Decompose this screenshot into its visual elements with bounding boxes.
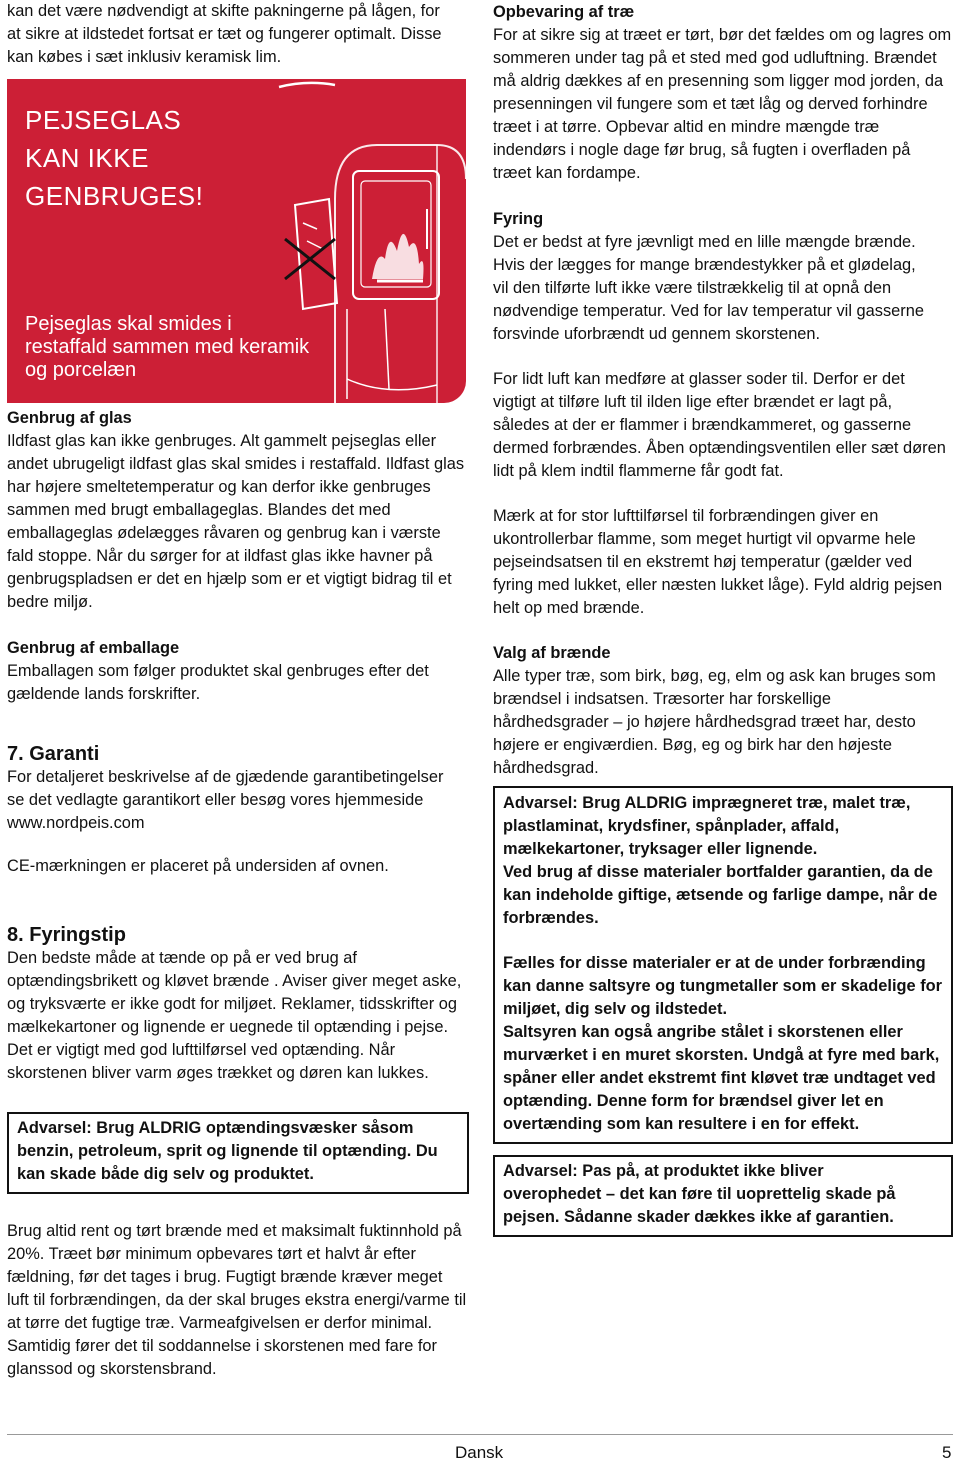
firing-section [493, 208, 953, 620]
overheat-warning [493, 1155, 953, 1237]
ignition-fluid-warning-text: Advarsel: Brug ALDRIG optændingsvæsker såsom benzin, petroleum, sprit og lignende til optænding. Du kan skade både dig selv og produktet. [17, 1119, 438, 1183]
ignition-fluid-warning [7, 1112, 469, 1194]
right-column [493, 0, 953, 1237]
banner-headline-line-2: KAN IKKE [25, 143, 149, 173]
firing-p3: Mærk at for stor lufttilførsel til forbrændingen giver en ukontrollerbar flamme, som meget hurtigt vil opvarme hele pejseindsatsen til en ekstremt høj temperatur (gælder ved fyring med lukket, eller næsten lukket låge). Fyld aldrig pejsen helt op med brænde. [493, 507, 943, 617]
footer-language: Dansk [455, 1443, 504, 1460]
impregnated-wood-warning [493, 786, 953, 1144]
ce-marking: CE-mærkningen er placeret på undersiden af ovnen. [7, 857, 389, 875]
packaging-heading: Genbrug af emballage [7, 639, 180, 657]
glass-body: Ildfast glas kan ikke genbruges. Alt gammelt pejseglas eller andet ubrugeligt ildfast glas skal smides i restaffald. Ildfast glas har højere smeltetemperatur og kan derfor ikke genbruges sammen med brugt emballageglas. Blandes det med emballageglas ødelægges råvaren og genbrug kan i værste fald stoppe. Når du sørger for at ildfast glas ikke havner på genbrugspladsen er det en hjælp som er et vigtigt bidrag til et bedre miljø. [7, 432, 465, 611]
page-number: 5 [942, 1443, 952, 1460]
banner-headline-line-3: GENBRUGES! [25, 181, 204, 211]
tips-title: Fyringstip [29, 924, 126, 946]
warranty-body: For detaljeret beskrivelse af de gjædende garantibetingelser se det vedlagte garantikort eller besøg vores hjemmeside www.nordpeis.com [7, 768, 444, 832]
packaging-section [7, 637, 475, 706]
banner-headline [25, 101, 203, 215]
fuel-body: Alle typer træ, som birk, bøg, eg, elm og ask kan bruges som brændsel i indsatsen. Træsorter har forskellige hårdhedsgrader – jo højere hårdhedsgrad træet har, desto højere er engiværdien. Bøg, eg og birk har den højeste hårdhedsgrad. [493, 667, 936, 777]
fireplace-illustration-icon [277, 79, 466, 403]
banner-subtext: Pejseglas skal smides i restaffald sammen med keramik og porcelæn [25, 313, 310, 381]
warning-banner [7, 79, 466, 403]
storage-heading: Opbevaring af træ [493, 3, 635, 21]
footer-rule [7, 1434, 953, 1435]
packaging-body: Emballagen som følger produktet skal genbruges efter det gældende lands forskrifter. [7, 662, 429, 703]
warning-p4: Saltsyren kan også angribe stålet i skorstenen eller murværket i en muret skorsten. Undgå at fyre med bark, spåner eller andet ekstremt fint kløvet træ undtaget ved optænding. Denne form for brændsel giver let en overtænding som kan resultere i en for effekt. [503, 1023, 940, 1133]
left-column [7, 0, 475, 1381]
warning-p2: Ved brug af disse materialer bortfalder garantien, da de kan indeholde giftige, ætsende og farlige dampe, når de forbrændes. [503, 863, 938, 927]
warranty-section-title [7, 742, 475, 766]
fuel-heading: Valg af brænde [493, 644, 611, 662]
warranty-title: Garanti [29, 743, 100, 765]
glass-recycling-section [7, 407, 475, 614]
firing-heading: Fyring [493, 210, 544, 228]
tips-body: Den bedste måde at tænde op på er ved brug af optændingsbrikett og kløvet brænde . Aviser giver meget aske, og tryksværte er ikke godt for miljøet. Reklamer, tidsskrifter og mælkekartoner og lignende er uegnede til optænding i pejse. Det er vigtigt med god lufttilførsel ved optænding. Når skorstenen bliver varm øges trækket og døren kan lukkes. [7, 949, 462, 1082]
storage-section [493, 1, 953, 185]
warning-p3: Fælles for disse materialer er at de under forbrænding kan danne saltsyre og tungmetaller som er skadelige for miljøet, dig selv og ildstedet. [503, 954, 943, 1018]
glass-heading: Genbrug af glas [7, 409, 132, 427]
tips-section-title [7, 923, 475, 947]
dry-wood-text: Brug altid rent og tørt brænde med et maksimalt fuktinnhold på 20%. Træet bør minimum opbevares tørt et halvt år efter fældning, før det tages i brug. Fugtigt brænde kræver meget luft til forbrændingen, da der skal bruges ekstra energi/varme til at tørre det fugtige træ. Varmeafgivelsen er derfor minimal. Samtidig fører det til soddannelse i skorstenen med fare for glanssod og skorstensbrand. [7, 1222, 467, 1378]
overheat-warning-text: Advarsel: Pas på, at produktet ikke bliver overophedet – det kan føre til uoprettelig skade på pejsen. Sådanne skader dækkes ikke af garantien. [503, 1162, 896, 1226]
tips-number: 8. [7, 924, 24, 946]
firing-p2: For lidt luft kan medføre at glasser soder til. Derfor er det vigtigt at tilføre luft til ilden lige efter brændet er lagt på, således at der er flammer i brændkammeret, og gasserne dermed forbrændes. Åben optændingsventilen eller sæt døren lidt på klem indtil flammerne får godt fat. [493, 370, 946, 480]
fuel-section [493, 642, 953, 780]
storage-body: For at sikre sig at træet er tørt, bør det fældes om og lagres om sommeren under tag på et sted med god udluftning. Brændet må aldrig dækkes af en presenning som ligger mod jorden, da presenningen vil fungere som et tæt låg og derved forhindre træet i at tørre. Opbevar altid en mindre mængde træ indendørs i nogle dage før brug, så fugten i overfladen på træet kan fordampe. [493, 26, 952, 182]
warning-p1: Advarsel: Brug ALDRIG imprægneret træ, malet træ, plastlaminat, krydsfiner, spånplader, affald, mælkekartoner, tryksager eller lignende. [503, 794, 911, 858]
intro-text: kan det være nødvendigt at skifte pakningerne på lågen, for at sikre at ildstedet fortsat er tæt og fungerer optimalt. Disse kan købes i sæt inklusiv keramisk lim. [7, 2, 442, 66]
banner-headline-line-1: PEJSEGLAS [25, 105, 182, 135]
warranty-number: 7. [7, 743, 24, 765]
firing-p1: Det er bedst at fyre jævnligt med en lille mængde brænde. Hvis der lægges for mange brændestykker på et glødelag, vil den tilførte luft ikke være tilstrækkelig til at opnå den nødvendige temperatur. Ved for lav temperatur vil gasserne forsvinde uforbrændt ud gennem skorstenen. [493, 233, 924, 343]
